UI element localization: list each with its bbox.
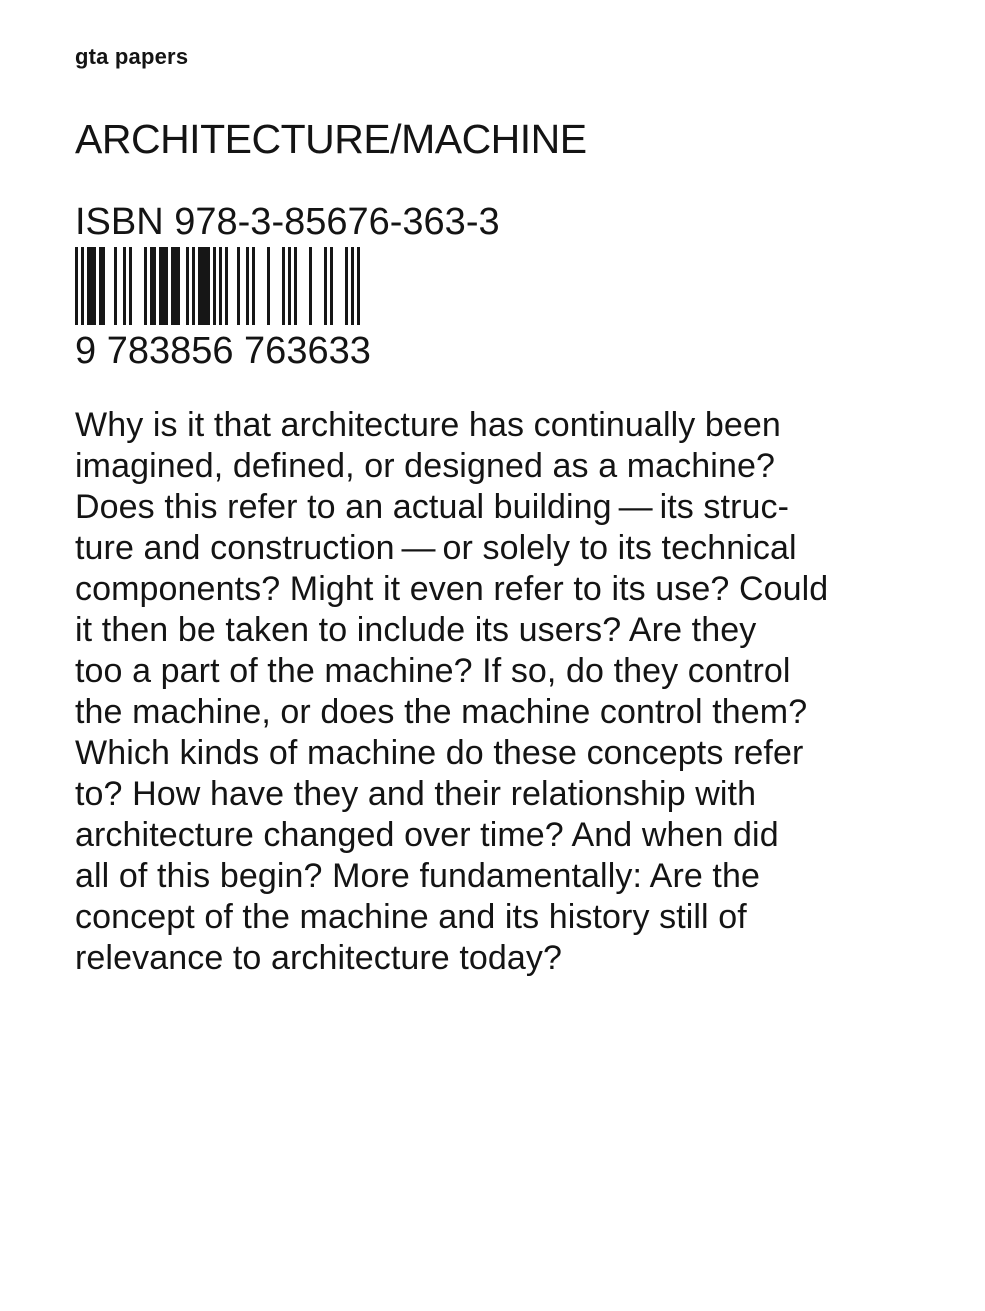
blurb-line: too a part of the machine? If so, do they control [75,652,791,690]
blurb-line: components? Might it even refer to its use? Could [75,570,829,608]
blurb-line: ture and construction — or solely to its technical [75,529,797,567]
blurb-line: the machine, or does the machine control them? [75,693,808,731]
blurb-line: Which kinds of machine do these concepts refer [75,734,804,772]
book-title: ARCHITECTURE/MACHINE [75,116,587,162]
barcode-number: 9 783856 763633 [75,330,371,372]
blurb-line: Why is it that architecture has continually been [75,406,781,444]
blurb-line: all of this begin? More fundamentally: Are the [75,857,760,895]
publisher-brand: gta papers [75,44,189,69]
blurb-line: it then be taken to include its users? Are they [75,611,757,649]
blurb-line: architecture changed over time? And when did [75,816,779,854]
blurb-line: concept of the machine and its history still of [75,898,747,936]
ean13-barcode [75,247,360,325]
back-cover-blurb [75,405,955,979]
isbn-label: ISBN 978-3-85676-363-3 [75,201,500,243]
blurb-line: to? How have they and their relationship with [75,775,757,813]
blurb-line: Does this refer to an actual building — its struc- [75,488,790,526]
blurb-line: imagined, defined, or designed as a machine? [75,447,775,485]
blurb-line: relevance to architecture today? [75,939,563,977]
